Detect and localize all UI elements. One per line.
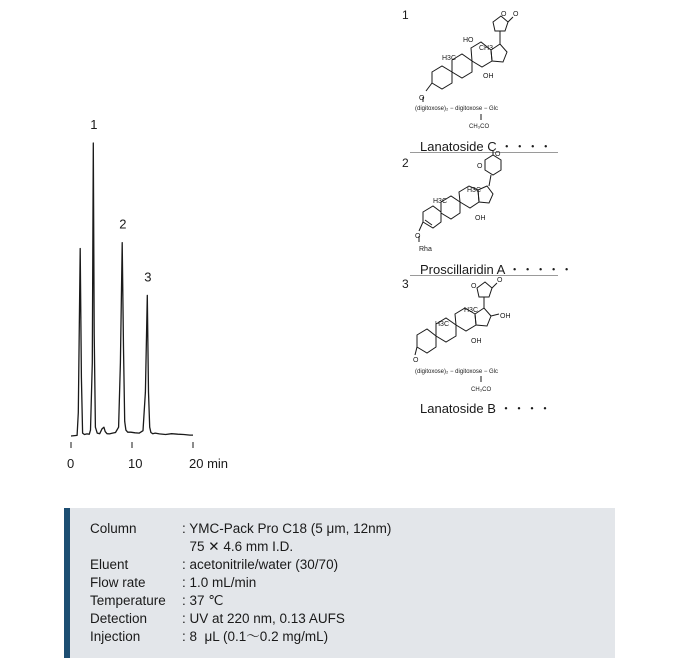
svg-text:H3C: H3C <box>435 321 450 328</box>
condition-key: Eluent <box>90 557 129 572</box>
condition-row <box>90 592 391 610</box>
svg-text:O: O <box>413 357 419 364</box>
svg-text:O: O <box>513 11 519 18</box>
svg-text:OH: OH <box>500 313 511 320</box>
svg-text:O: O <box>477 163 483 170</box>
chromatogram <box>0 0 400 480</box>
svg-text:HO: HO <box>463 37 474 44</box>
compound-2-name: Proscillaridin A ・・・・・ <box>420 262 574 277</box>
svg-text:O: O <box>495 151 501 158</box>
condition-value: : UV at 220 nm, 0.13 AUFS <box>182 611 345 626</box>
compound-1-number: 1 <box>402 8 409 22</box>
condition-key: Injection <box>90 629 141 644</box>
condition-row <box>90 520 391 538</box>
proscillaridin-a-structure <box>415 150 525 258</box>
condition-value: : 37 ℃ <box>182 593 224 608</box>
condition-value: 75 ✕ 4.6 mm I.D. <box>182 539 294 554</box>
compound-3-sugar: (digitoxose)₂ − digitoxose − Glc <box>415 369 499 375</box>
svg-text:O: O <box>415 233 421 240</box>
compound-1-acyl: CH₃CO <box>469 124 490 130</box>
svg-text:H3C: H3C <box>433 198 448 205</box>
compound-1-sugar: (digitoxose)₂ − digitoxose − Glc <box>415 106 499 112</box>
svg-text:H3C: H3C <box>464 307 479 314</box>
compound-3-acyl: CH₃CO <box>471 387 492 393</box>
condition-key: Column <box>90 521 137 536</box>
svg-text:OH: OH <box>471 338 482 345</box>
condition-row <box>90 538 391 556</box>
svg-text:O: O <box>497 277 503 284</box>
x-tick-label: 0 <box>67 456 75 471</box>
svg-text:OH: OH <box>483 73 494 80</box>
svg-text:OH: OH <box>475 215 486 222</box>
conditions-table <box>90 520 391 646</box>
condition-value: : acetonitrile/water (30/70) <box>182 557 339 572</box>
svg-text:O: O <box>501 11 507 18</box>
chromatogram-trace <box>71 143 193 436</box>
condition-key: Temperature <box>90 593 166 608</box>
condition-value: : 8 μL (0.1〜0.2 mg/mL) <box>182 629 329 644</box>
compound-3-name: Lanatoside B ・・・・ <box>420 401 552 416</box>
condition-key: Flow rate <box>90 575 146 590</box>
x-tick-label: 10 <box>128 456 143 471</box>
compound-2-sugar: Rha <box>419 246 432 253</box>
condition-row <box>90 574 391 592</box>
compound-2-number: 2 <box>402 156 409 170</box>
x-tick-label: 20 min <box>189 456 229 471</box>
peak-label: 1 <box>90 117 98 132</box>
lanatoside-c-structure <box>415 8 540 132</box>
svg-text:CH3: CH3 <box>479 45 494 52</box>
condition-value: : 1.0 mL/min <box>182 575 257 590</box>
condition-row <box>90 556 391 574</box>
peak-label: 3 <box>144 269 152 285</box>
svg-text:O: O <box>471 283 477 290</box>
peak-label: 2 <box>119 216 127 232</box>
svg-text:H3C: H3C <box>467 187 482 194</box>
compound-3-number: 3 <box>402 277 409 291</box>
compound-1-name: Lanatoside C ・・・・ <box>420 139 553 154</box>
condition-value: : YMC-Pack Pro C18 (5 μm, 12nm) <box>182 521 392 536</box>
condition-row <box>90 628 391 646</box>
conditions-panel <box>64 508 615 658</box>
svg-text:O: O <box>419 95 425 102</box>
condition-key <box>90 538 182 556</box>
svg-text:H3C: H3C <box>442 55 457 62</box>
condition-row <box>90 610 391 628</box>
condition-key: Detection <box>90 611 148 626</box>
